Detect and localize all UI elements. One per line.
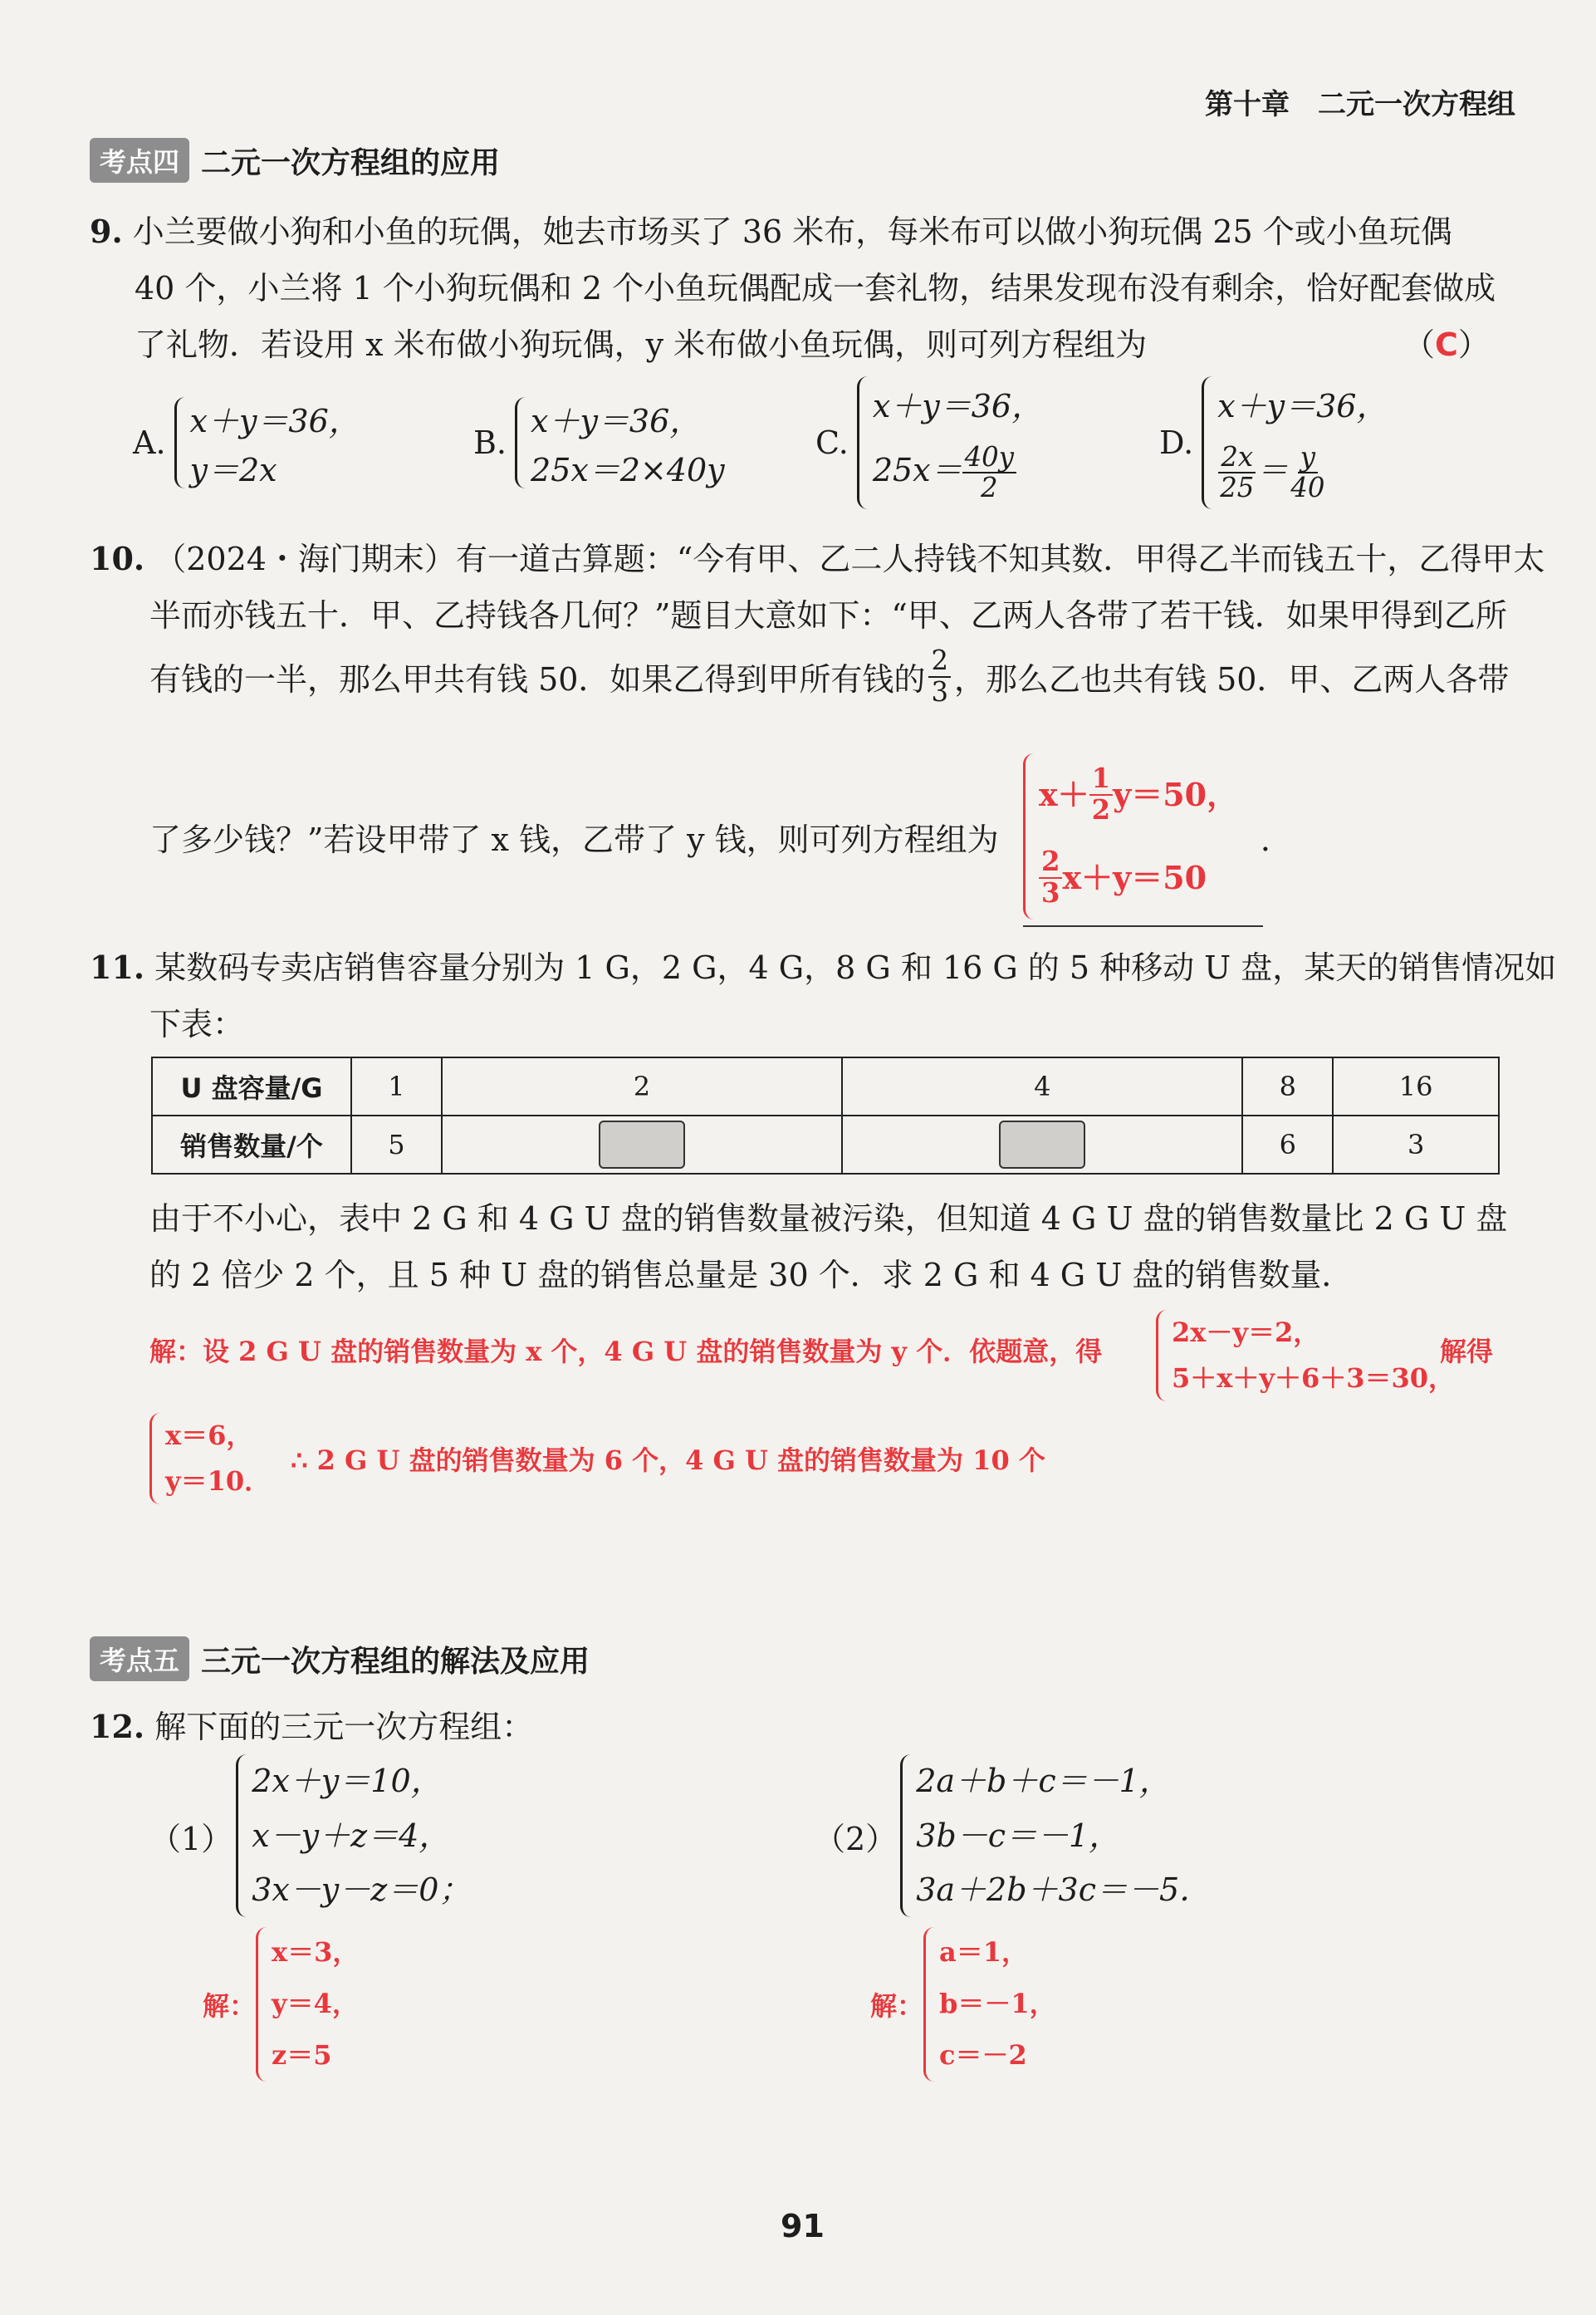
page-number: 91 bbox=[781, 2208, 825, 2244]
smudge-mark bbox=[599, 1121, 685, 1169]
q9-answer-paren bbox=[1403, 319, 1490, 365]
option-a-label: A. bbox=[133, 424, 166, 461]
option-d-eq1: x＋y＝36， bbox=[1217, 388, 1388, 425]
q12-sol2-label: 解： bbox=[870, 1990, 924, 2022]
table-cell: 4 bbox=[842, 1057, 1242, 1116]
sales-table bbox=[151, 1057, 1500, 1175]
option-b-label: B. bbox=[473, 424, 507, 461]
q9-number: 9. bbox=[90, 213, 123, 250]
q12-part1 bbox=[149, 1753, 470, 1919]
table-header-quantity: 销售数量/个 bbox=[152, 1116, 351, 1174]
q11-text-3: 由于不小心，表中 2 G 和 4 G U 盘的销售数量被污染，但知道 4 G U 盘的销售数量比 2 G U 盘 bbox=[149, 1200, 1508, 1237]
q10-text-3: 有钱的一半，那么甲共有钱 50．如果乙得到甲所有钱的 $\frac{2}{3}$ ，那么乙也共有钱 50．甲、乙两人各带 bbox=[149, 645, 1510, 708]
table-row bbox=[152, 1057, 1499, 1116]
table-header-capacity: U 盘容量/G bbox=[152, 1057, 351, 1116]
q10-text-4: 了多少钱？”若设甲带了 x 钱，乙带了 y 钱，则可列方程组为 bbox=[149, 822, 999, 858]
q9-line1 bbox=[90, 206, 1452, 252]
q11-line1 bbox=[90, 942, 1556, 988]
q12-s1-eq3: z＝5 bbox=[272, 2039, 332, 2072]
table-cell: 8 bbox=[1242, 1057, 1333, 1116]
q11-solve-word: 解得 bbox=[1440, 1336, 1494, 1367]
section-4-title: 二元一次方程组的应用 bbox=[201, 145, 501, 180]
q11-solution-system bbox=[1156, 1306, 1455, 1405]
table-cell: 16 bbox=[1333, 1057, 1499, 1116]
section-4-heading bbox=[90, 138, 500, 183]
option-a-eq2: y＝2x bbox=[189, 451, 277, 488]
q12-part2-label: （2） bbox=[814, 1820, 898, 1857]
q10-text-2: 半而亦钱五十．甲、乙持钱各几何？”题目大意如下：“甲、乙两人各带了若干钱．如果甲得到乙所 bbox=[149, 597, 1507, 634]
q9-option-b bbox=[473, 389, 725, 497]
section-5-tag: 考点五 bbox=[90, 1636, 189, 1681]
q9-text-1: 小兰要做小狗和小鱼的玩偶，她去市场买了 36 米布，每米布可以做小狗玩偶 25 个或小鱼玩偶 bbox=[132, 213, 1452, 250]
table-cell: 6 bbox=[1242, 1116, 1333, 1174]
q10-end: ． bbox=[1261, 822, 1293, 858]
q10-line1 bbox=[90, 533, 1545, 579]
table-row bbox=[152, 1116, 1499, 1174]
section-4-tag: 考点四 bbox=[90, 138, 189, 183]
q12-p2-eq3: 3a＋2b＋3c＝－5． bbox=[916, 1871, 1212, 1908]
q12-s2-eq1: a＝1， bbox=[939, 1936, 1029, 1969]
q11-res-eq1: x＝6， bbox=[165, 1419, 253, 1451]
q12-solution1 bbox=[203, 1925, 359, 2083]
section-5-heading bbox=[90, 1636, 590, 1681]
q10-answer-eq1: x＋ $\frac{1}{2}$ y＝50， bbox=[1039, 763, 1239, 826]
q12-p2-eq1: 2a＋b＋c＝－1， bbox=[916, 1763, 1171, 1800]
table-cell-smudged bbox=[442, 1116, 842, 1174]
q12-solution2 bbox=[870, 1925, 1056, 2083]
option-c-label: C. bbox=[815, 424, 849, 461]
option-b-eq2: 25x＝2×40y bbox=[531, 451, 725, 488]
table-cell-smudged bbox=[842, 1116, 1242, 1174]
section-5-title: 三元一次方程组的解法及应用 bbox=[201, 1644, 590, 1679]
q9-text-2: 40 个，小兰将 1 个小狗玩偶和 2 个小鱼玩偶配成一套礼物，结果发现布没有剩余，恰好配套做成 bbox=[135, 270, 1496, 307]
q12-s1-eq2: y＝4， bbox=[272, 1988, 359, 2020]
q12-p1-eq3: 3x－y－z＝0； bbox=[252, 1871, 471, 1908]
option-c-eq2: 25x＝ $\frac{40y}{2}$ bbox=[873, 443, 1043, 503]
q11-result bbox=[149, 1409, 1045, 1508]
q9-answer: C bbox=[1435, 326, 1458, 363]
q11-number: 11. bbox=[90, 949, 145, 986]
q12-p1-eq1: 2x＋y＝10， bbox=[252, 1763, 443, 1800]
q12-number: 12. bbox=[90, 1708, 145, 1745]
q9-option-d bbox=[1159, 372, 1388, 513]
q10-number: 10. bbox=[90, 540, 145, 577]
q12-part2 bbox=[814, 1753, 1211, 1919]
q9-text-3: 了礼物．若设用 x 米布做小狗玩偶，y 米布做小鱼玩偶，则可列方程组为 bbox=[135, 326, 1148, 363]
option-a-eq1: x＋y＝36， bbox=[189, 403, 360, 439]
q9-option-a bbox=[133, 389, 360, 497]
table-cell: 1 bbox=[351, 1057, 442, 1116]
table-cell: 2 bbox=[442, 1057, 842, 1116]
q9-option-c bbox=[815, 372, 1043, 513]
q12-intro: 解下面的三元一次方程组： bbox=[154, 1709, 534, 1745]
q12-part1-label: （1） bbox=[149, 1820, 233, 1857]
q10-answer-eq2: $\frac{2}{3}$ x＋y＝50 bbox=[1039, 847, 1238, 908]
q11-res-eq2: y＝10． bbox=[165, 1464, 272, 1497]
paren-close: ） bbox=[1457, 326, 1490, 363]
q11-result-text: ∴ 2 G U 盘的销售数量为 6 个，4 G U 盘的销售数量为 10 个 bbox=[291, 1444, 1045, 1476]
smudge-mark bbox=[999, 1121, 1085, 1169]
q12-line1 bbox=[90, 1701, 533, 1747]
q11-text-2: 下表： bbox=[149, 1006, 245, 1042]
paren-open: （ bbox=[1403, 326, 1436, 363]
q11-sol-eq2: 5＋x＋y＋6＋3＝30， bbox=[1172, 1361, 1456, 1394]
option-c-eq1: x＋y＝36， bbox=[872, 388, 1044, 425]
option-d-label: D. bbox=[1159, 424, 1194, 461]
option-b-eq1: x＋y＝36， bbox=[531, 403, 702, 439]
q10-answer-system bbox=[1023, 748, 1263, 927]
q12-p2-eq2: 3b－c＝－1， bbox=[916, 1817, 1121, 1854]
q12-s1-eq1: x＝3， bbox=[272, 1936, 360, 1969]
table-cell: 5 bbox=[351, 1116, 442, 1174]
q12-s2-eq2: b＝－1， bbox=[939, 1988, 1056, 2020]
q12-p1-eq2: x－y＋z＝4， bbox=[252, 1817, 451, 1854]
table-cell: 3 bbox=[1333, 1116, 1499, 1174]
q12-sol1-label: 解： bbox=[203, 1990, 257, 2022]
option-d-eq2: $\frac{2x}{25}$ ＝ $\frac{y}{40}$ bbox=[1220, 440, 1325, 504]
q12-s2-eq3: c＝－2 bbox=[939, 2039, 1027, 2072]
q10-text-1: （2024・海门期末）有一道古算题：“今有甲、乙二人持钱不知其数．甲得乙半而钱五十，乙得甲太 bbox=[154, 541, 1545, 577]
q11-sol-eq1: 2x－y＝2， bbox=[1172, 1316, 1320, 1348]
q11-text-1: 某数码专卖店销售容量分别为 1 G，2 G，4 G，8 G 和 16 G 的 5 种移动 U 盘，某天的销售情况如 bbox=[154, 949, 1557, 986]
q11-solution-intro: 解：设 2 G U 盘的销售数量为 x 个，4 G U 盘的销售数量为 y 个．依题意，得 bbox=[149, 1336, 1103, 1367]
chapter-header: 第十章 二元一次方程组 bbox=[1205, 88, 1515, 121]
q11-text-4: 的 2 倍少 2 个，且 5 种 U 盘的销售总量是 30 个．求 2 G 和 4 G U 盘的销售数量． bbox=[149, 1257, 1354, 1293]
